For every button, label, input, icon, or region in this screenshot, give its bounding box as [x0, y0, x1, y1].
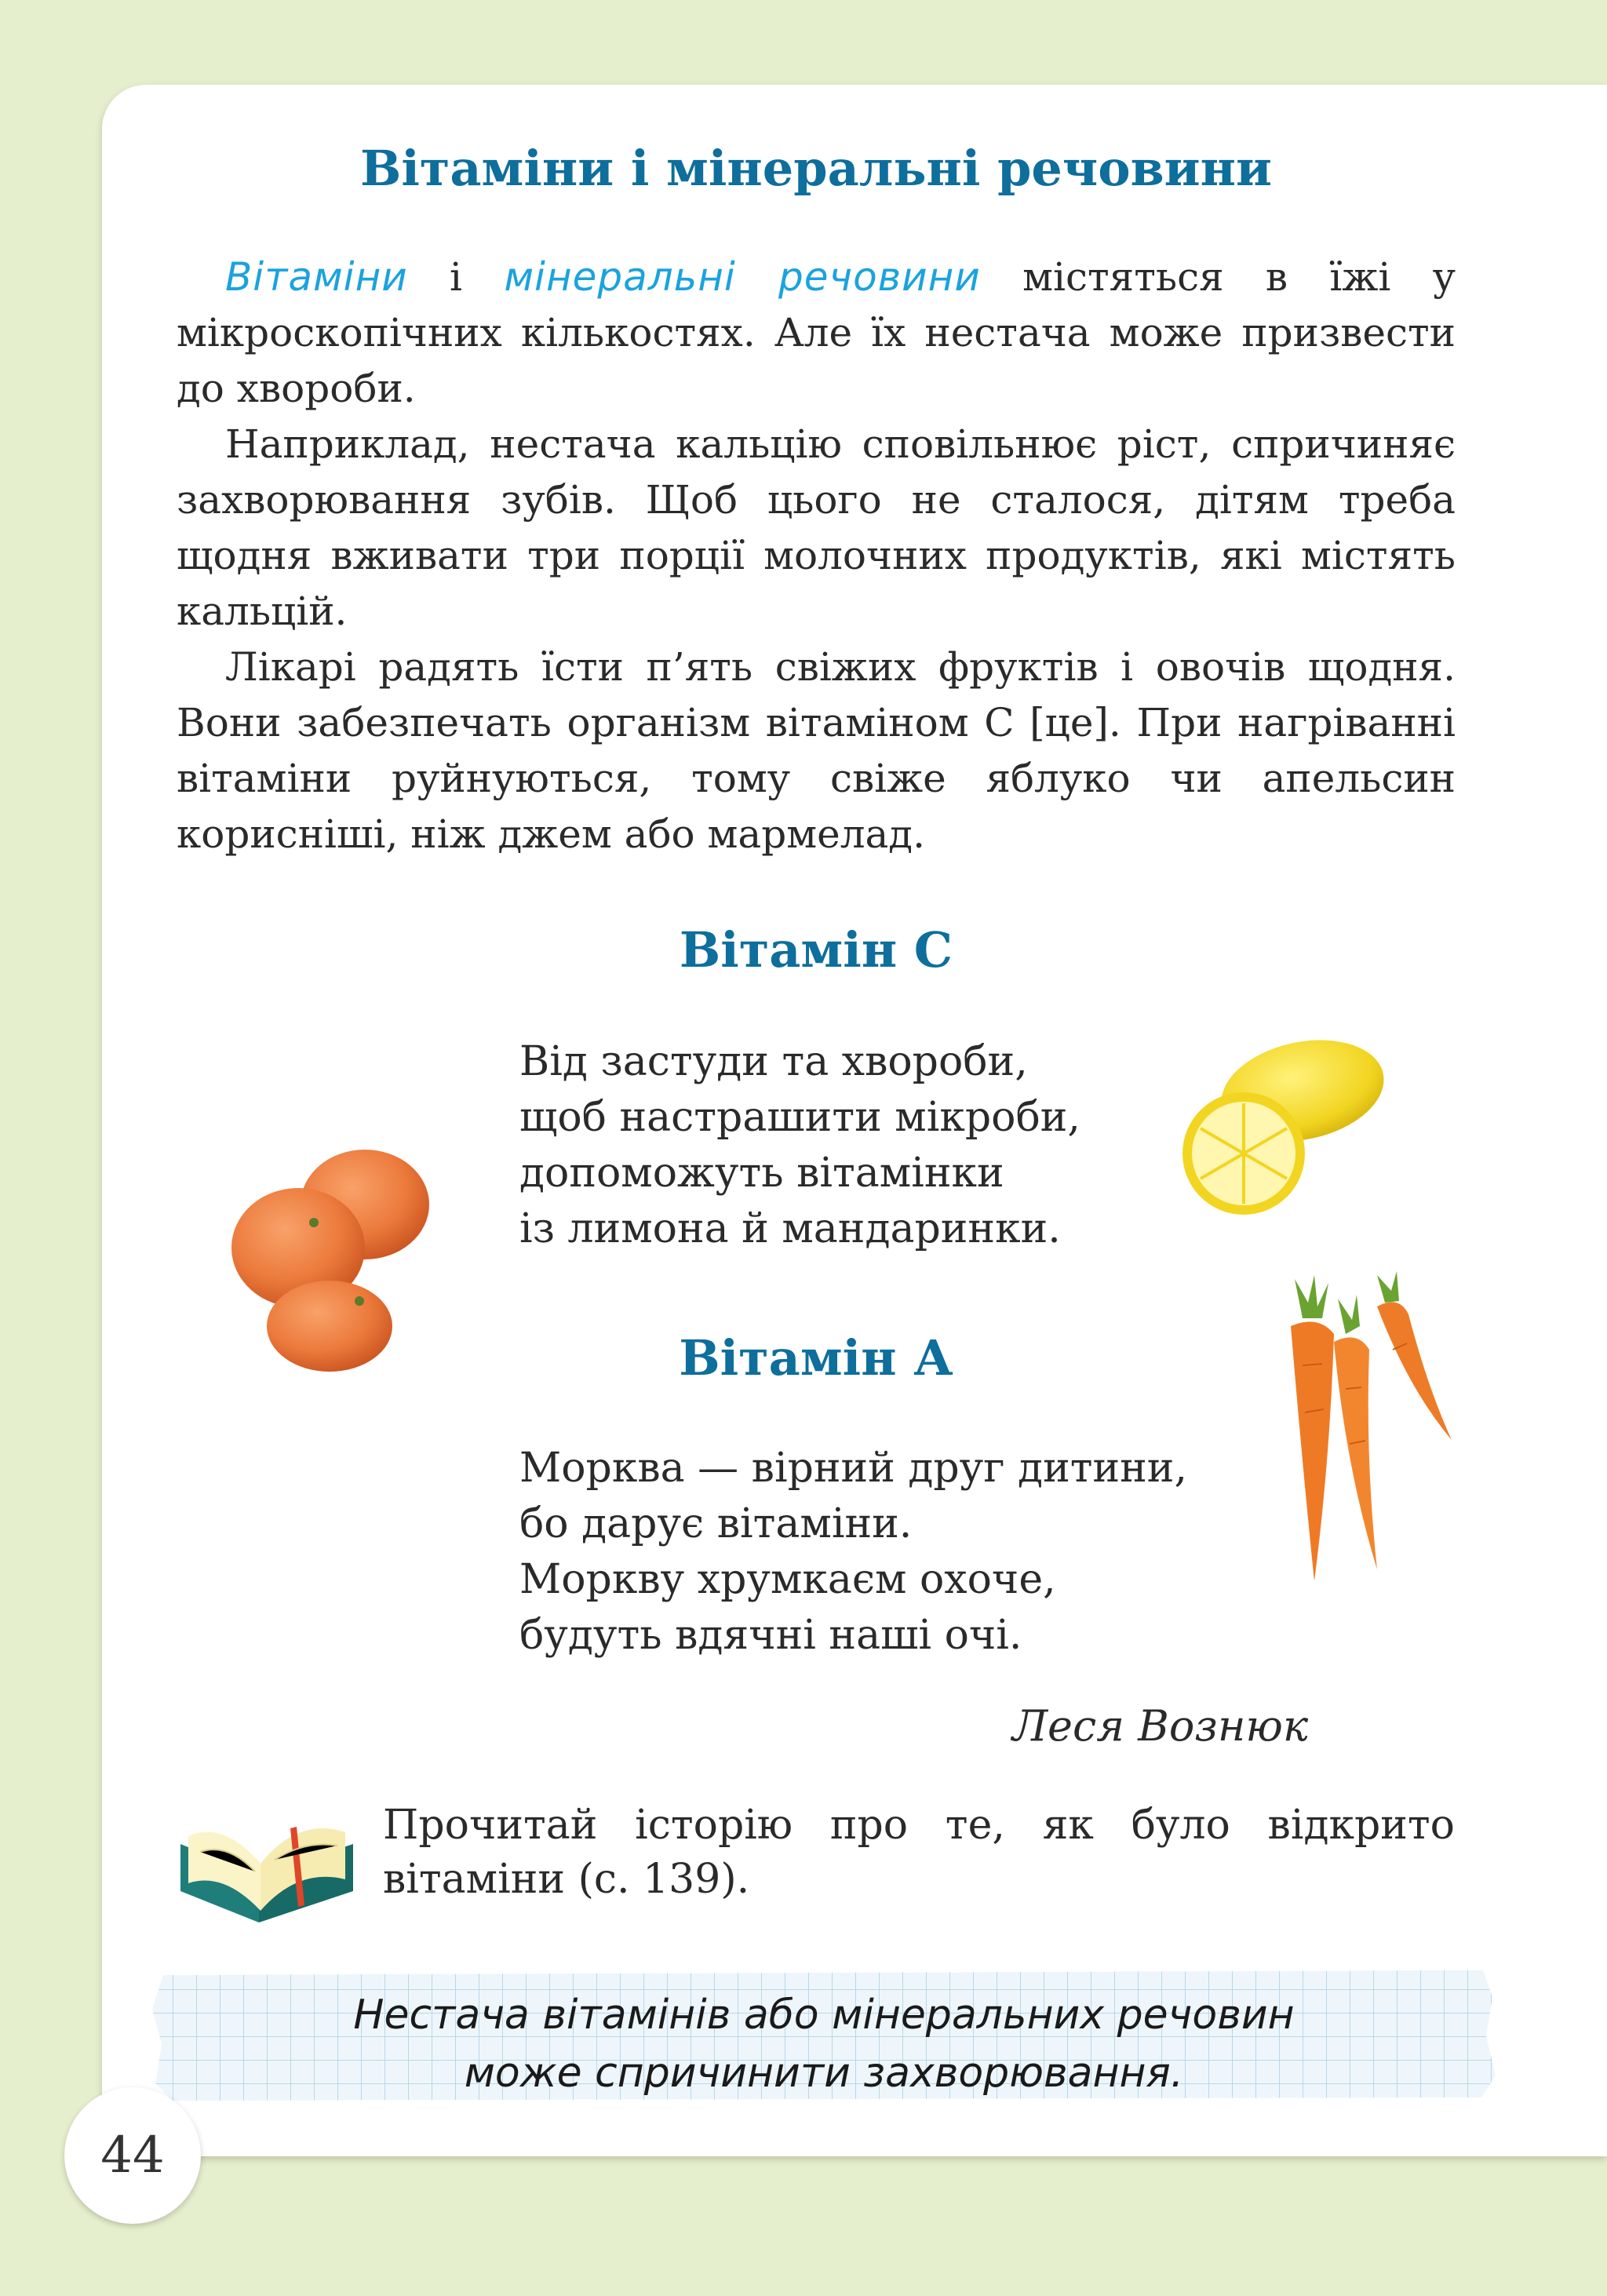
poem-line: допоможуть вітамінки [519, 1150, 1004, 1197]
summary-banner [149, 1966, 1499, 2103]
vitamin-a-heading: Вітамін А [679, 1329, 953, 1387]
poem-author: Леся Вознюк [1012, 1701, 1309, 1751]
carrots-illustration [1259, 1271, 1471, 1585]
intro-paragraph [177, 250, 1456, 417]
poem-line: будуть вдячні наші очі. [519, 1612, 1022, 1659]
poem-line: із лимона й мандаринки. [519, 1205, 1061, 1252]
vitamin-a-poem [519, 1441, 1187, 1664]
fruits-text: Лікарі радять їсти п’ять свіжих фруктів і овочів щодня. Вони забезпечать організм вітаміном С [це]. При нагріванні вітаміни руйнуються, тому свіже яблуко чи апельсин корисніші, ніж джем або мармелад. [177, 644, 1456, 857]
tangerines-illustration [228, 1130, 447, 1381]
open-book-icon [173, 1797, 361, 1930]
calcium-text: Наприклад, нестача кальцію сповільнює ріст, спричиняє захворювання зубів. Щоб цього не сталося, дітям треба щодня вживати три порції молочних продуктів, які містять кальцій. [177, 421, 1456, 634]
page-number-badge [64, 2087, 201, 2224]
vitamin-c-heading: Вітамін С [679, 921, 953, 979]
lemons-illustration [1177, 1036, 1389, 1224]
conjunction: і [450, 254, 463, 300]
poem-line: Морква — вірний друг дитини, [519, 1445, 1187, 1492]
summary-line: Нестача вітамінів або мінеральних речовин [353, 1992, 1295, 2039]
fruits-paragraph [177, 640, 1456, 862]
read-more-note: Прочитай історію про те, як було відкрито вітаміни (с. 139). [383, 1802, 1455, 1903]
poem-line: бо дарує вітаміни. [519, 1500, 913, 1547]
term-minerals: мінеральні речовини [504, 254, 981, 300]
page-number: 44 [100, 2127, 165, 2185]
calcium-paragraph [177, 417, 1456, 640]
poem-line: Від застуди та хвороби, [519, 1038, 1028, 1085]
poem-line: щоб настрашити мікроби, [519, 1094, 1080, 1141]
intro-rest: містяться в їжі у мікроскопічних кількостях. Але їх нестача може призвести до хвороби. [177, 254, 1456, 411]
summary-line: може спричинити захворювання. [464, 2050, 1184, 2097]
vitamin-c-poem [519, 1034, 1080, 1257]
term-vitamins: Вітаміни [225, 254, 408, 300]
poem-line: Моркву хрумкаєм охоче, [519, 1556, 1056, 1603]
page-title: Вітаміни і мінеральні речовини [359, 140, 1273, 197]
summary-text [149, 1986, 1499, 2102]
